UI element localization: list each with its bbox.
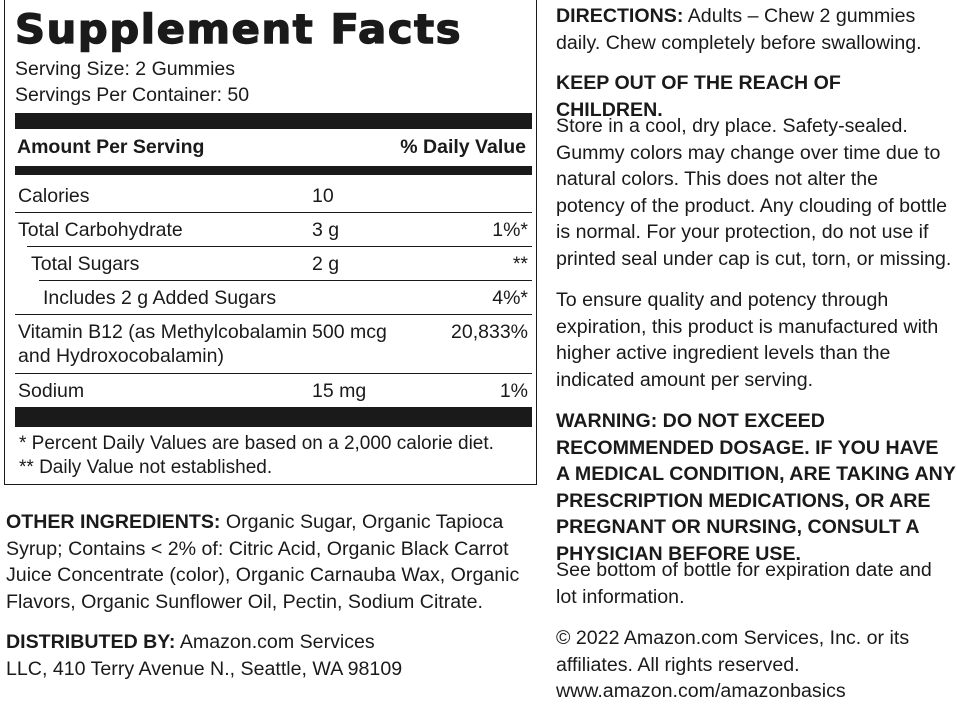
other-ingredients-label: OTHER INGREDIENTS: [6,511,221,533]
medium-divider [15,166,532,175]
storage-paragraph: Store in a cool, dry place. Safety-sealed. Gummy colors may change over time due to natural colors. This does not alter the potency of the product. Any clouding of bottle is normal. For your protection, do not use if printed seal under cap is cut, torn, or missing. [556,115,952,270]
supplement-facts-panel [4,0,537,485]
row-sodium-name: Sodium [18,380,85,402]
row-sugars-name: Total Sugars [31,253,140,275]
row-divider [27,246,532,247]
website-link[interactable]: www.amazon.com/amazonbasics [556,680,846,702]
header-daily-value: % Daily Value [400,136,526,158]
thick-divider-top [15,113,532,129]
row-divider [15,373,532,374]
row-sugars-dv: ** [512,253,528,275]
row-divider [15,314,532,315]
footnote-not-established: ** Daily Value not established. [19,457,273,478]
directions-label: DIRECTIONS: [556,5,684,27]
row-vitamin-b12-dv: 20,833% [451,321,528,343]
copyright-paragraph: © 2022 Amazon.com Services, Inc. or its affiliates. All rights reserved. [556,627,910,676]
row-vitamin-b12-name: Vitamin B12 (as Methylcobalamin [18,321,308,343]
row-divider [39,280,532,281]
distributed-by-label: DISTRIBUTED BY: [6,631,176,653]
other-ingredients-text: Organic Sugar, Organic Tapioca Syrup; Contains < 2% of: Citric Acid, Organic Black Carrot Juice Concentrate (color), Organic Carnauba Wax, Organic Flavors, Organic Sunflower Oil, Pectin, Sodium Citrate. [6,511,520,613]
row-vitamin-b12-name-line2: and Hydroxocobalamin) [18,345,224,367]
row-calories-amount: 10 [312,185,334,207]
expiration-paragraph: See bottom of bottle for expiration date and lot information. [556,559,932,608]
row-carbohydrate-dv: 1%* [492,219,528,241]
row-sugars-amount: 2 g [312,253,340,275]
row-sodium-amount: 15 mg [312,380,367,402]
row-carbohydrate-amount: 3 g [312,219,340,241]
potency-paragraph: To ensure quality and potency through expiration, this product is manufactured with higher active ingredient levels than the indicated amount per serving. [556,289,939,391]
serving-size: Serving Size: 2 Gummies [15,58,235,80]
thick-divider-bottom [15,407,532,427]
row-sodium-dv: 1% [499,380,528,402]
row-divider [15,212,532,213]
warning-paragraph: WARNING: DO NOT EXCEED RECOMMENDED DOSAGE. IF YOU HAVE A MEDICAL CONDITION, ARE TAKING ANY PRESCRIPTION MEDICATIONS, OR ARE PREGNANT OR NURSING, CONSULT A PHYSICIAN BEFORE USE. [556,410,956,565]
directions-paragraph [556,3,952,56]
other-ingredients-paragraph [6,509,534,615]
keep-out-of-reach: KEEP OUT OF THE REACH OF CHILDREN. [556,72,841,121]
row-calories-name: Calories [18,185,90,207]
directions-text: Adults – Chew 2 gummies daily. Chew completely before swallowing. [556,5,922,54]
row-vitamin-b12-amount: 500 mcg [312,321,387,343]
header-amount-per-serving: Amount Per Serving [17,136,205,158]
row-added-sugars-dv: 4%* [492,287,528,309]
servings-per-container: Servings Per Container: 50 [15,84,250,106]
footnote-daily-values: * Percent Daily Values are based on a 2,000 calorie diet. [19,433,494,454]
row-carbohydrate-name: Total Carbohydrate [18,219,183,241]
distributed-by-paragraph [6,629,416,682]
distributed-by-text: Amazon.com Services LLC, 410 Terry Avenue N., Seattle, WA 98109 [6,631,403,680]
supplement-facts-title: Supplement Facts [15,7,463,53]
row-added-sugars-name: Includes 2 g Added Sugars [43,287,277,309]
